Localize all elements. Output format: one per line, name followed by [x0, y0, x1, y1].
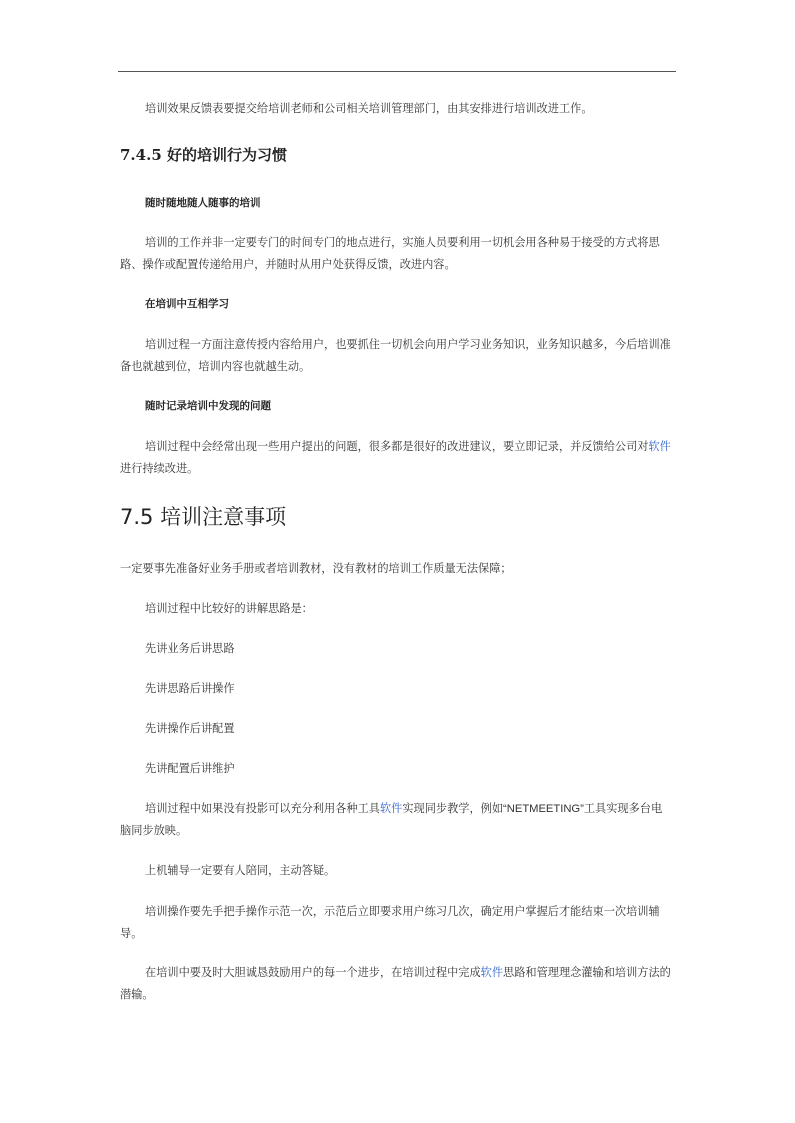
paragraph-feedback: 培训效果反馈表要提交给培训老师和公司相关培训管理部门，由其安排进行培训改进工作。 [145, 102, 593, 115]
list-item: 先讲操作后讲配置 [145, 722, 235, 735]
text-fragment: 在培训中要及时大胆诚恳鼓励用户的每一个进步，在培训过程中完成 [145, 966, 481, 979]
paragraph-encourage [120, 962, 672, 1000]
paragraph-ideas-intro: 培训过程中比较好的讲解思路是： [145, 602, 313, 615]
section-heading-7-5 [120, 503, 672, 531]
paragraph-mutual-learning: 培训过程一方面注意传授内容给用户，也要抓住一切机会向用户学习业务知识，业务知识越多，今后培训准备也就越到位，培训内容也就越生动。 [120, 338, 671, 373]
paragraph-materials: 一定要事先准备好业务手册或者培训教材，没有教材的培训工作质量无法保障； [120, 562, 512, 575]
paragraph-anytime-training: 培训的工作并非一定要专门的时间专门的地点进行，实施人员要利用一切机会用各种易于接受的方式将思路、操作或配置传递给用户，并随时从用户处获得反馈，改进内容。 [120, 236, 660, 271]
document-body [120, 0, 672, 1000]
paragraph-projector [120, 798, 672, 842]
subheading-mutual-learning: 在培训中互相学习 [145, 298, 229, 310]
list-item: 先讲思路后讲操作 [145, 682, 235, 695]
paragraph-demo: 培训操作要先手把手操作示范一次，示范后立即要求用户练习几次，确定用户掌握后才能结束一次培训辅导。 [120, 905, 660, 940]
section-title: 好的培训行为习惯 [167, 146, 288, 164]
text-fragment: 培训过程中会经常出现一些用户提出的问题，很多都是很好的改进建议，要立即记录，并反馈给公司对 [145, 440, 649, 453]
list-item: 先讲业务后讲思路 [145, 642, 235, 655]
section-number: 7.5 [120, 505, 154, 529]
text-fragment: 培训过程中如果没有投影可以充分利用各种工具 [145, 802, 380, 815]
text-fragment: 思路和管理理念灌输和培训方法的潜输。 [120, 966, 671, 1000]
text-fragment: 进行持续改进。 [120, 462, 199, 475]
subheading-anytime-training: 随时随地随人随事的培训 [145, 197, 261, 209]
text-fragment: 工具实现多台电脑同步放映。 [120, 802, 663, 837]
netmeeting-term: “NETMEETING” [503, 803, 584, 815]
software-link[interactable]: 软件 [379, 802, 403, 815]
list-item: 先讲配置后讲维护 [145, 762, 235, 775]
text-fragment: 实现同步教学，例如 [402, 802, 504, 815]
software-link[interactable]: 软件 [648, 440, 671, 453]
section-number: 7.4.5 [120, 146, 162, 164]
paragraph-record-issues [120, 436, 672, 480]
paragraph-tutoring: 上机辅导一定要有人陪同，主动答疑。 [145, 864, 336, 877]
subheading-record-issues: 随时记录培训中发现的问题 [145, 400, 271, 412]
section-heading-7-4-5 [120, 145, 672, 165]
software-link[interactable]: 软件 [480, 966, 504, 979]
section-title: 培训注意事项 [160, 505, 287, 529]
